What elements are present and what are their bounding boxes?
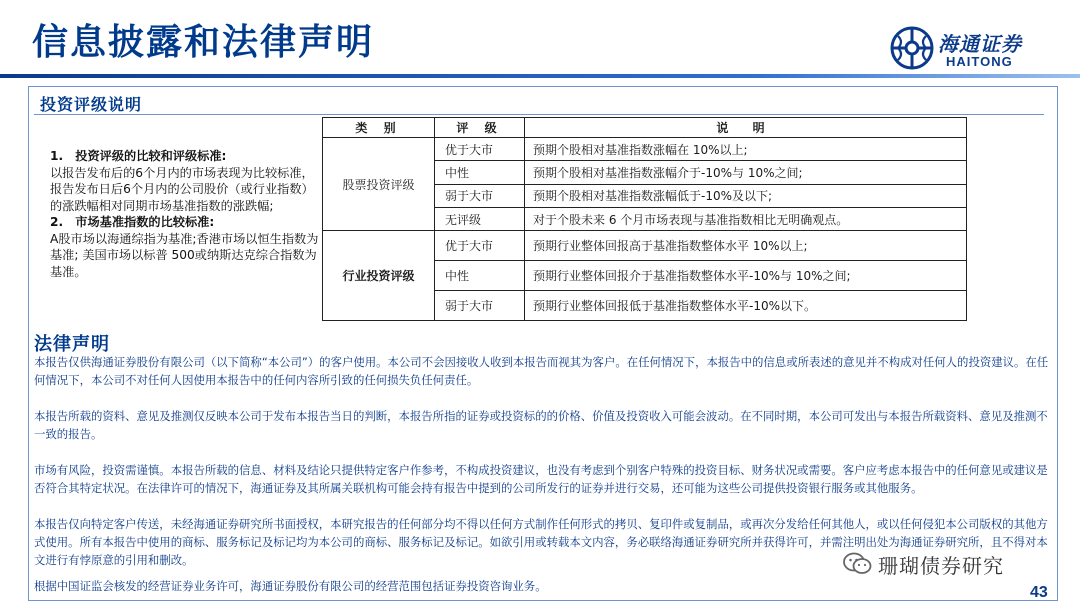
page-number: 43 <box>1030 584 1048 601</box>
column-header: 说 明 <box>525 118 967 138</box>
criteria-heading: 1. 投资评级的比较和评级标准: <box>50 149 227 163</box>
description-cell: 预期行业整体回报高于基准指数整体水平 10%以上; <box>525 231 967 261</box>
legal-heading: 法律声明 <box>34 334 110 355</box>
description-cell: 预期个股相对基准指数涨幅低于-10%及以下; <box>525 184 967 207</box>
watermark-text: 珊瑚债券研究 <box>878 553 1004 578</box>
criteria-heading: 2. 市场基准指数的比较标准: <box>50 215 215 229</box>
legal-paragraph: 本报告仅向特定客户传送，未经海通证券研究所书面授权，本研究报告的任何部分均不得以任何方式制作任何形式的拷贝、复印件或复制品，或再次分发给任何其他人，或以任何侵犯本公司版权的其他方式使用。所有本报告中使用的商标、服务标记及标记均为本公司的商标、服务标记及标记。如欲引用或转载本文内容，务必联络海通证券研究所并获得许可，并需注明出处为海通证券研究所，且不得对本文进行有悖原意的引用和删改。 <box>34 517 1048 567</box>
legal-paragraph: 根据中国证监会核发的经营证券业务许可，海通证券股份有限公司的经营范围包括证券投资咨询业务。 <box>34 579 547 593</box>
legal-paragraph: 本报告仅供海通证券股份有限公司（以下简称“本公司”）的客户使用。本公司不会因接收人收到本报告而视其为客户。在任何情况下，本报告中的信息或所表述的意见并不构成对任何人的投资建议。在任何情况下，本公司不对任何人因使用本报告中的任何内容所引致的任何损失负任何责任。 <box>34 355 1049 387</box>
description-cell: 预期行业整体回报介于基准指数整体水平-10%与 10%之间; <box>525 261 967 291</box>
criteria-item <box>50 148 322 214</box>
criteria-item <box>50 214 322 280</box>
category-cell: 股票投资评级 <box>323 138 435 231</box>
heading-divider <box>34 114 1044 115</box>
description-cell: 预期个股相对基准指数涨幅介于-10%与 10%之间; <box>525 161 967 184</box>
rating-table <box>322 117 967 321</box>
grade-cell: 优于大市 <box>435 231 525 261</box>
haitong-emblem-icon <box>890 26 934 70</box>
watermark <box>842 550 1004 578</box>
criteria-text: 以报告发布后的6个月内的市场表现为比较标准，报告发布日后6个月内的公司股价（或行业指数）的涨跌幅相对同期市场基准指数的涨跌幅; <box>50 165 314 213</box>
table-row <box>323 138 967 161</box>
table-row <box>323 231 967 261</box>
logo-english: HAITONG <box>946 54 1013 69</box>
description-cell: 预期个股相对基准指数涨幅在 10%以上; <box>525 138 967 161</box>
title-divider <box>0 74 1080 78</box>
legal-paragraph: 本报告所载的资料、意见及推测仅反映本公司于发布本报告当日的判断，本报告所指的证券或投资标的的价格、价值及投资收入可能会波动。在不同时期，本公司可发出与本报告所载资料、意见及推测不一致的报告。 <box>34 409 1048 441</box>
category-cell: 行业投资评级 <box>323 231 435 321</box>
company-logo <box>890 26 1060 70</box>
grade-cell: 弱于大市 <box>435 184 525 207</box>
legal-paragraph: 市场有风险，投资需谨慎。本报告所载的信息、材料及结论只提供特定客户作参考，不构成投资建议，也没有考虑到个别客户特殊的投资目标、财务状况或需要。客户应考虑本报告中的任何意见或建议是否符合其特定状况。在法律许可的情况下，海通证券及其所属关联机构可能会持有报告中提到的公司所发行的证券并进行交易，还可能为这些公司提供投资银行服务或其他服务。 <box>34 463 1048 495</box>
rating-section-heading: 投资评级说明 <box>40 95 143 114</box>
grade-cell: 中性 <box>435 161 525 184</box>
grade-cell: 中性 <box>435 261 525 291</box>
wechat-icon <box>842 551 872 577</box>
description-cell: 预期行业整体回报低于基准指数整体水平-10%以下。 <box>525 291 967 321</box>
criteria-text: A股市场以海通综指为基准;香港市场以恒生指数为基准; 美国市场以标普 500或纳斯达克综合指数为基准。 <box>50 231 319 279</box>
grade-cell: 弱于大市 <box>435 291 525 321</box>
column-header: 类 别 <box>323 118 435 138</box>
rating-criteria <box>50 148 322 280</box>
grade-cell: 无评级 <box>435 207 525 230</box>
logo-name: 海通证券 <box>938 32 1022 56</box>
grade-cell: 优于大市 <box>435 138 525 161</box>
description-cell: 对于个股未来 6 个月市场表现与基准指数相比无明确观点。 <box>525 207 967 230</box>
table-header-row <box>323 118 967 138</box>
column-header: 评 级 <box>435 118 525 138</box>
page-title: 信息披露和法律声明 <box>32 21 375 63</box>
